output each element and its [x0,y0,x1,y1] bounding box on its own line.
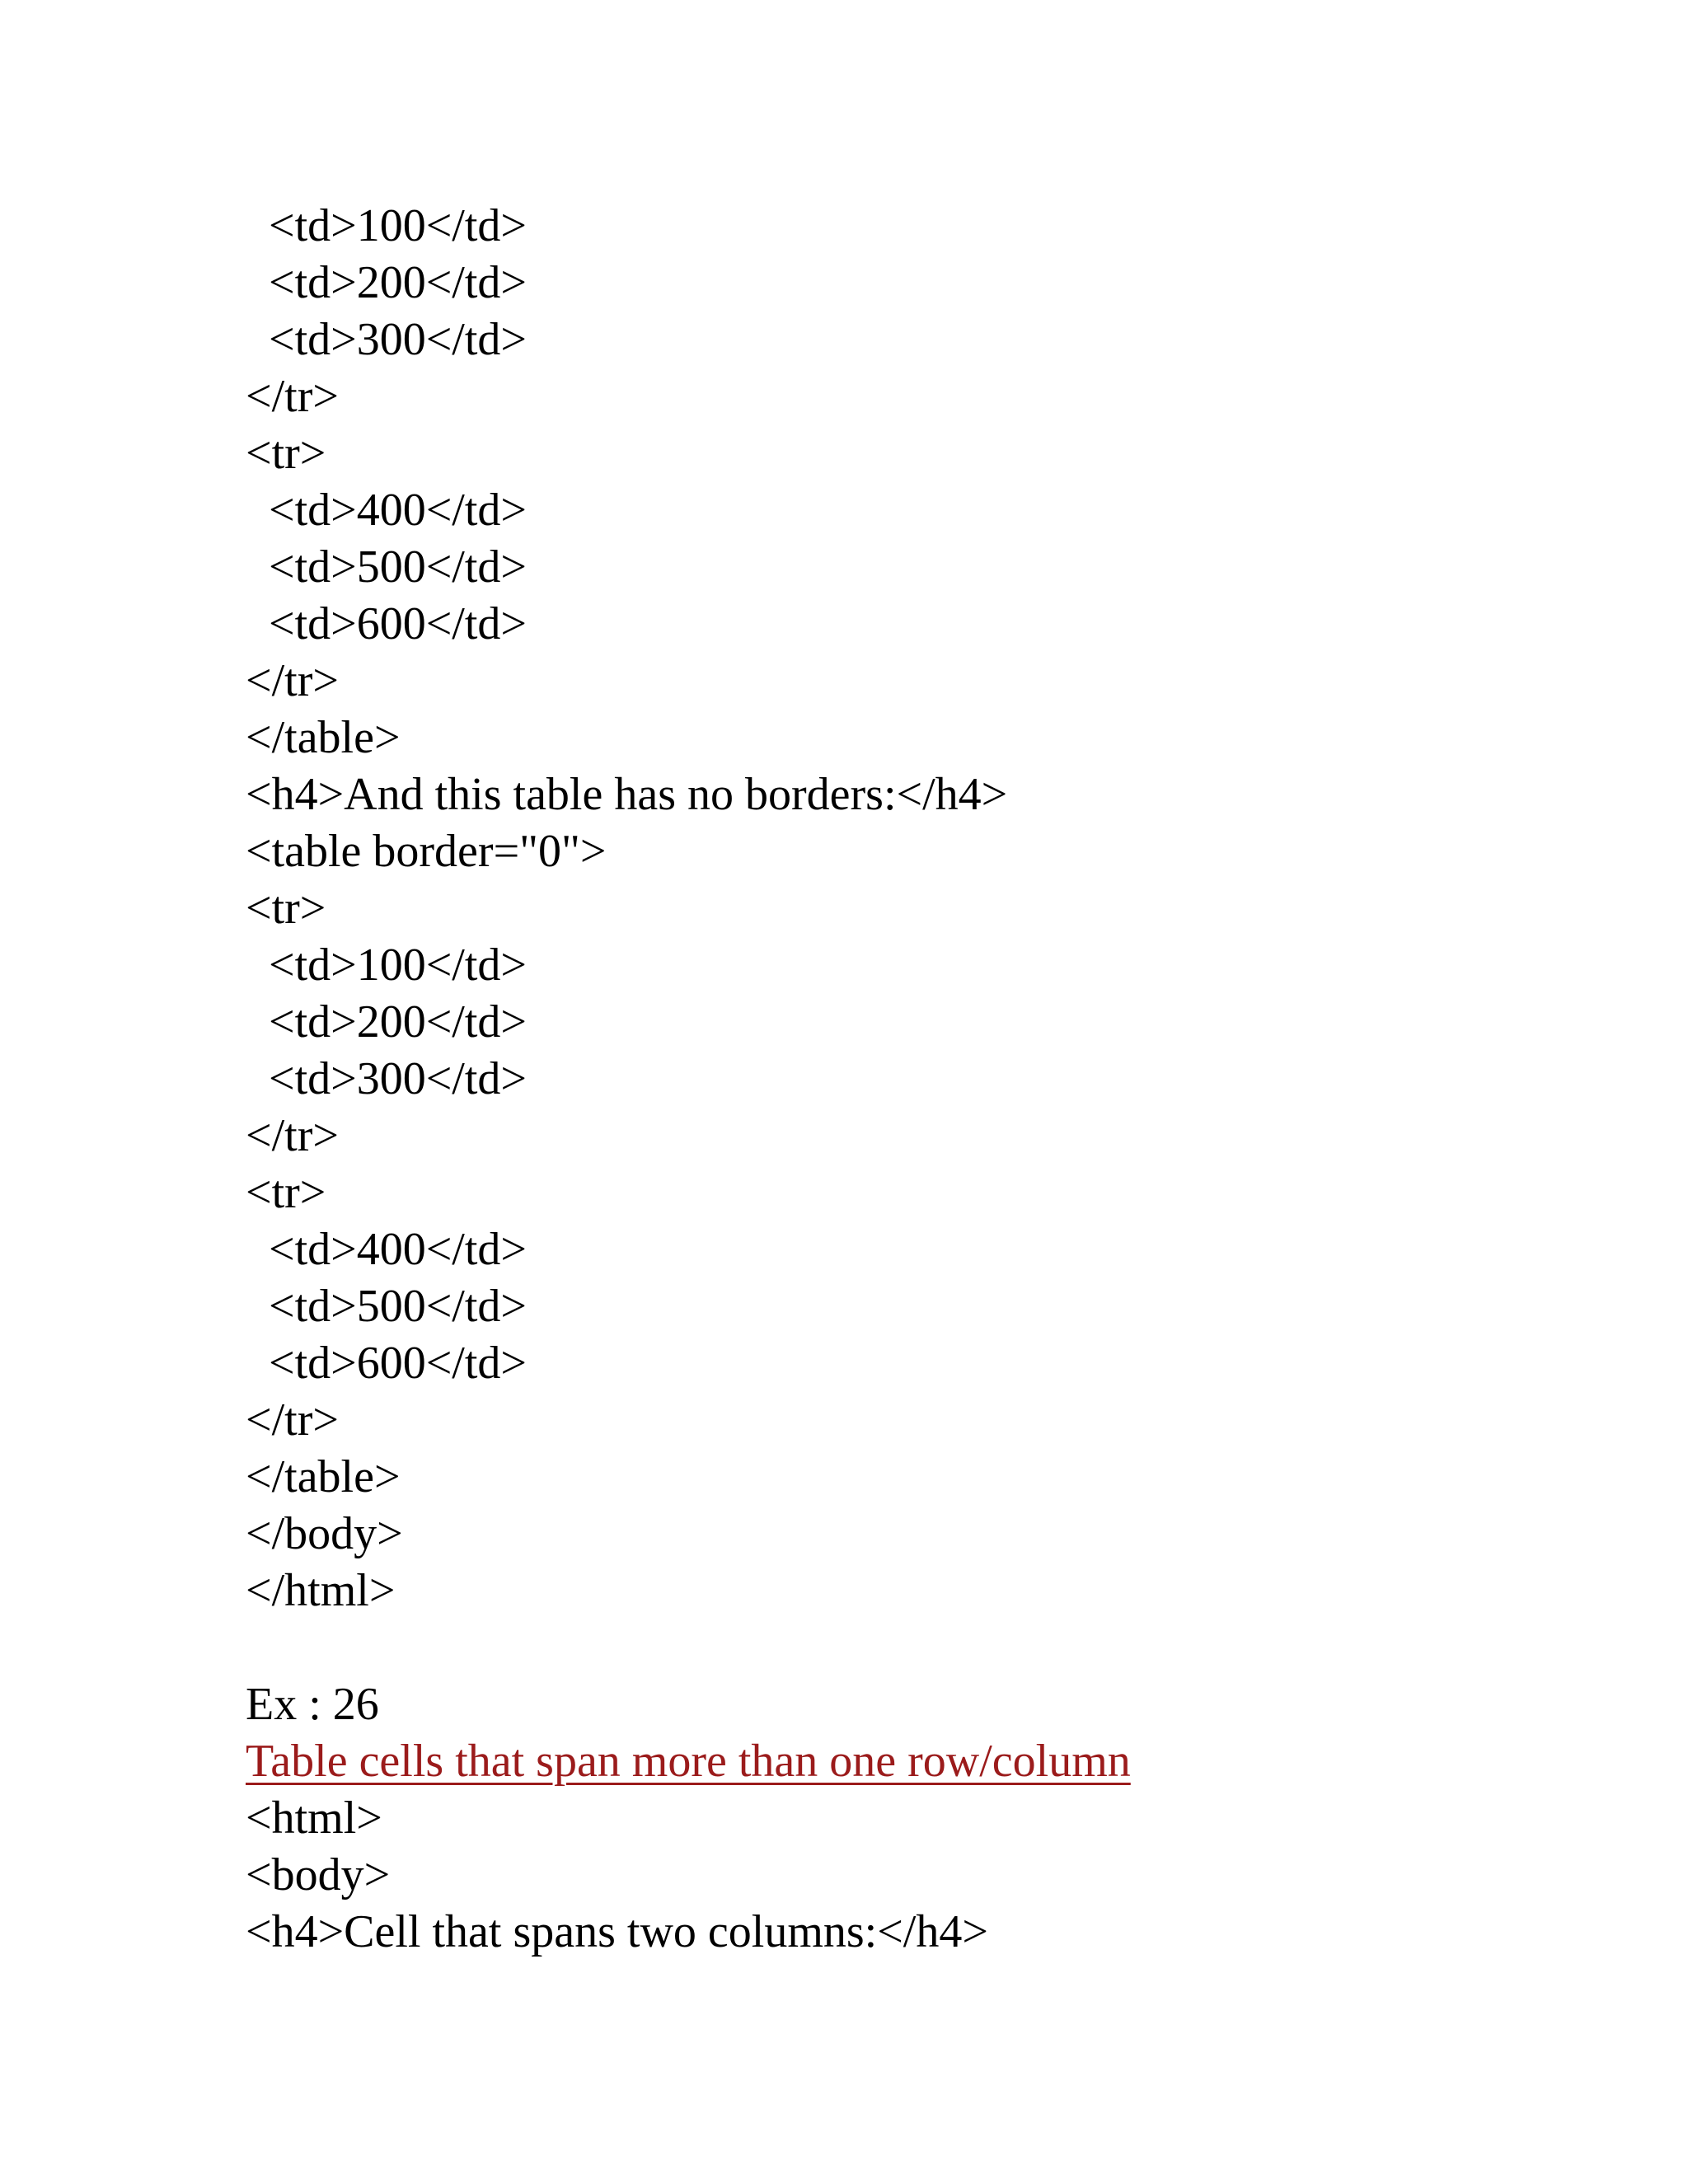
code-line: </tr> [246,1394,339,1446]
example-title-link[interactable]: Table cells that span more than one row/column [246,1736,1131,1787]
code-line: <tr> [246,428,326,479]
code-line: </table> [246,1451,401,1502]
code-line: </tr> [246,371,339,422]
code-listing [246,198,1564,1961]
code-line: <td>300</td> [246,314,528,365]
code-line: </body> [246,1508,403,1559]
code-line: <tr> [246,883,326,934]
code-line: <td>500</td> [246,541,528,593]
code-line: <td>300</td> [246,1053,528,1104]
code-line: <td>400</td> [246,1224,528,1275]
code-line: </table> [246,712,401,763]
code-line: <td>100</td> [246,940,528,991]
code-line: </html> [246,1565,396,1616]
example-label: Ex : 26 [246,1679,379,1730]
code-line: <td>200</td> [246,257,528,308]
code-line: </tr> [246,1110,339,1161]
code-line: <html> [246,1793,382,1844]
code-line: <td>600</td> [246,1338,528,1389]
code-line: </tr> [246,655,339,706]
code-line: <h4>And this table has no borders:</h4> [246,769,1008,820]
code-line: <td>400</td> [246,485,528,536]
example-title-wrapper [246,1733,1564,1790]
code-line: <td>500</td> [246,1281,528,1332]
code-line: <td>600</td> [246,598,528,649]
code-line: <body> [246,1849,391,1900]
code-line: <td>100</td> [246,200,528,251]
code-line: <h4>Cell that spans two columns:</h4> [246,1906,988,1957]
code-line: <tr> [246,1167,326,1218]
code-line: <td>200</td> [246,996,528,1047]
blank-line [246,1619,1564,1676]
code-line: <table border="0"> [246,826,607,877]
